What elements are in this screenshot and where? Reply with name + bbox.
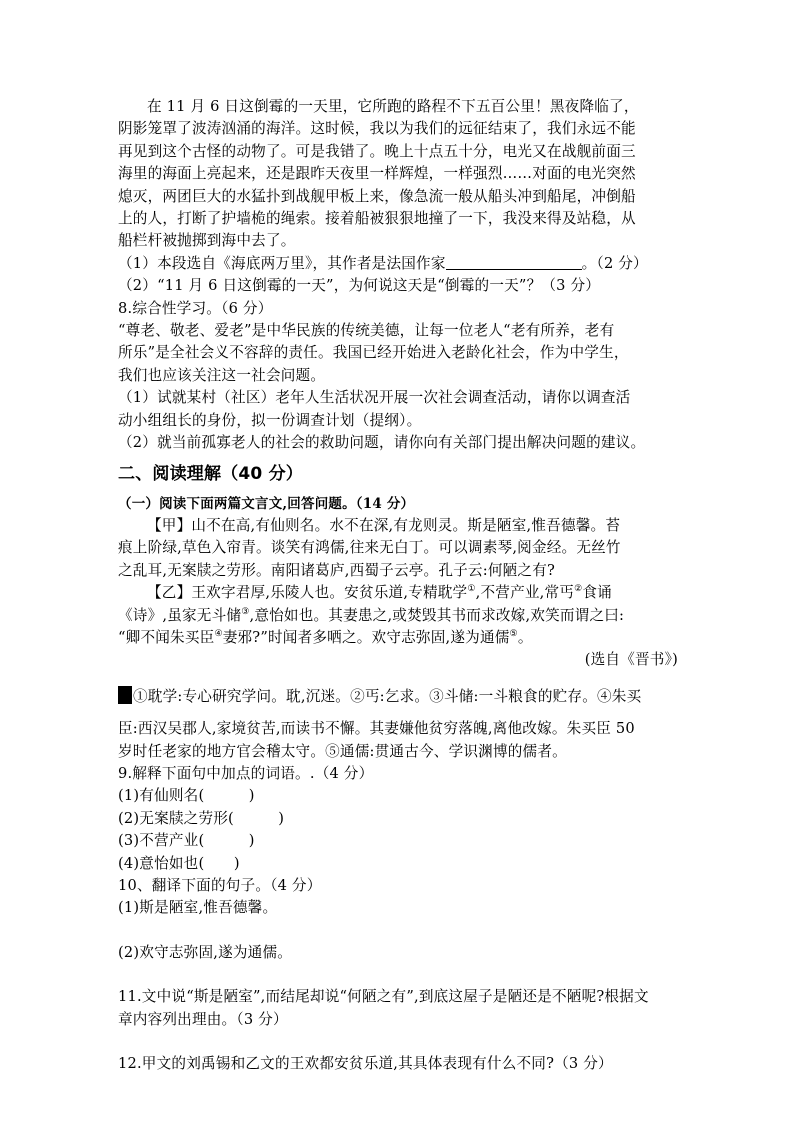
q9-item: (1)有仙则名( ) — [118, 787, 255, 805]
q10-title: 10、翻译下面的句子。（4 分） — [118, 877, 322, 894]
section-heading: 二、阅读理解（40 分） — [118, 463, 303, 484]
notes-line: ①耽学:专心研究学问。耽,沉迷。②丐:乞求。③斗储:一斗粮食的贮存。④朱买 — [118, 686, 678, 708]
q9-item: (4)意怡如也( ) — [118, 854, 240, 872]
classical-reading — [118, 493, 678, 763]
passage-line: 海里的海面上亮起来，还是跟昨天夜里一样辉煌，一样强烈……对面的电光突然 — [118, 165, 636, 183]
question-11 — [118, 986, 678, 1031]
q9-item: (2)无案牍之劳形( ) — [118, 809, 285, 827]
passage-line: 船栏杆被抛掷到海中去了。 — [118, 232, 296, 250]
q11-line: 章内容列出理由。（3 分） — [118, 1010, 288, 1028]
question-8 — [118, 298, 678, 455]
footnote-mark: ③ — [241, 606, 250, 617]
q8-intro-line: 我们也应该关注这一社会问题。 — [118, 366, 326, 384]
q12-line: 12.甲文的刘禹锡和乙文的王欢都安贫乐道,其具体表现有什么不同?（3 分） — [118, 1055, 613, 1073]
novel-passage — [118, 96, 678, 253]
sub-heading: （一）阅读下面两篇文言文,回答问题。（14 分） — [118, 495, 415, 512]
notes-line: 臣:西汉吴郡人,家境贫苦,而读书不懈。其妻嫌他贫穷落魄,离他改嫁。朱买臣 50 — [118, 720, 635, 738]
q7-item-2: （2）“11 月 6 日这倒霉的一天”，为何说这天是“倒霉的一天”？（3 分） — [118, 277, 601, 295]
jia-line: 【甲】山不在高,有仙则名。水不在深,有龙则灵。斯是陋室,惟吾德馨。苔 — [147, 516, 621, 534]
yi-line: 【乙】王欢字君厚,乐陵人也。安贫乐道,专精耽学①,不营产业,常丐②食诵 — [147, 584, 612, 602]
q8-item-1-line: 动小组组长的身份，拟一份调查计划（提纲）。 — [118, 411, 422, 429]
q10-item: (1)斯是陋室,惟吾德馨。 — [118, 899, 278, 917]
q11-line: 11.文中说“斯是陋室”,而结尾却说“何陋之有”,到底这屋子是陋还是不陋呢?根据文 — [118, 988, 649, 1006]
q7-item-1: （1）本段选自《海底两万里》，其作者是法国作家 。（2 分） — [118, 254, 648, 272]
passage-line: 再见到这个古怪的动物了。可是我错了。晚上十点五十分，电光又在战舰前面三 — [118, 142, 636, 160]
source-citation: (选自《晋书》) — [584, 651, 678, 669]
q9-title: 9.解释下面句中加点的词语。.（4 分） — [118, 764, 374, 782]
passage-line: 阴影笼罩了波涛汹涌的海洋。这时候，我以为我们的远征结束了，我们永远不能 — [118, 120, 636, 138]
question-10 — [118, 875, 678, 964]
notes-marker-icon — [118, 686, 132, 704]
question-7 — [118, 253, 678, 298]
passage-line: 上的人，打断了护墙桅的绳索。接着船被狠狠地撞了一下，我没来得及站稳，从 — [118, 210, 636, 228]
page-content — [118, 96, 678, 1075]
passage-line: 在 11 月 6 日这倒霉的一天里，它所跑的路程不下五百公里！黑夜降临了， — [147, 98, 639, 115]
passage-line: 熄灭，两团巨大的水猛扑到战舰甲板上来，像急流一般从船头冲到船尾，冲倒船 — [118, 187, 636, 205]
q8-item-2: （2）就当前孤寡老人的社会的救助问题，请你向有关部门提出解决问题的建议。 — [118, 434, 646, 452]
q8-intro-line: “尊老、敬老、爱老”是中华民族的传统美德，让每一位老人“老有所养，老有 — [118, 322, 615, 340]
footnote-mark: ① — [467, 584, 476, 595]
q8-intro-line: 所乐”是全社会义不容辞的责任。我国已经开始进入老龄化社会，作为中学生， — [118, 344, 629, 362]
question-12 — [118, 1053, 678, 1075]
question-9 — [118, 763, 678, 875]
footnote-mark: ⑤ — [509, 629, 518, 640]
footnote-mark: ② — [574, 584, 583, 595]
notes-line: 岁时任老家的地方官会稽太守。⑤通儒:贯通古今、学识渊博的儒者。 — [118, 742, 567, 760]
jia-line: 痕上阶绿,草色入帘青。谈笑有鸿儒,往来无白丁。可以调素琴,阅金经。无丝竹 — [118, 539, 621, 557]
q8-title: 8.综合性学习。（6 分） — [118, 299, 273, 317]
q10-item: (2)欢守志弥固,遂为通儒。 — [118, 943, 293, 961]
q9-item: (3)不营产业( ) — [118, 832, 255, 850]
yi-line: 《诗》,虽家无斗储③,意怡如也。其妻患之,或焚毁其书而求改嫁,欢笑而谓之曰: — [118, 606, 625, 624]
footnote-mark: ④ — [214, 629, 223, 640]
q8-item-1-line: （1）试就某村（社区）老年人生活状况开展一次社会调查活动，请你以调查活 — [118, 389, 631, 407]
yi-line: “卿不闻朱买臣④妻邪?”时闻者多哂之。欢守志弥固,遂为通儒⑤。 — [118, 628, 533, 646]
answer-blank[interactable] — [446, 255, 582, 270]
jia-line: 之乱耳,无案牍之劳形。南阳诸葛庐,西蜀子云亭。孔子云:何陋之有? — [118, 561, 556, 579]
